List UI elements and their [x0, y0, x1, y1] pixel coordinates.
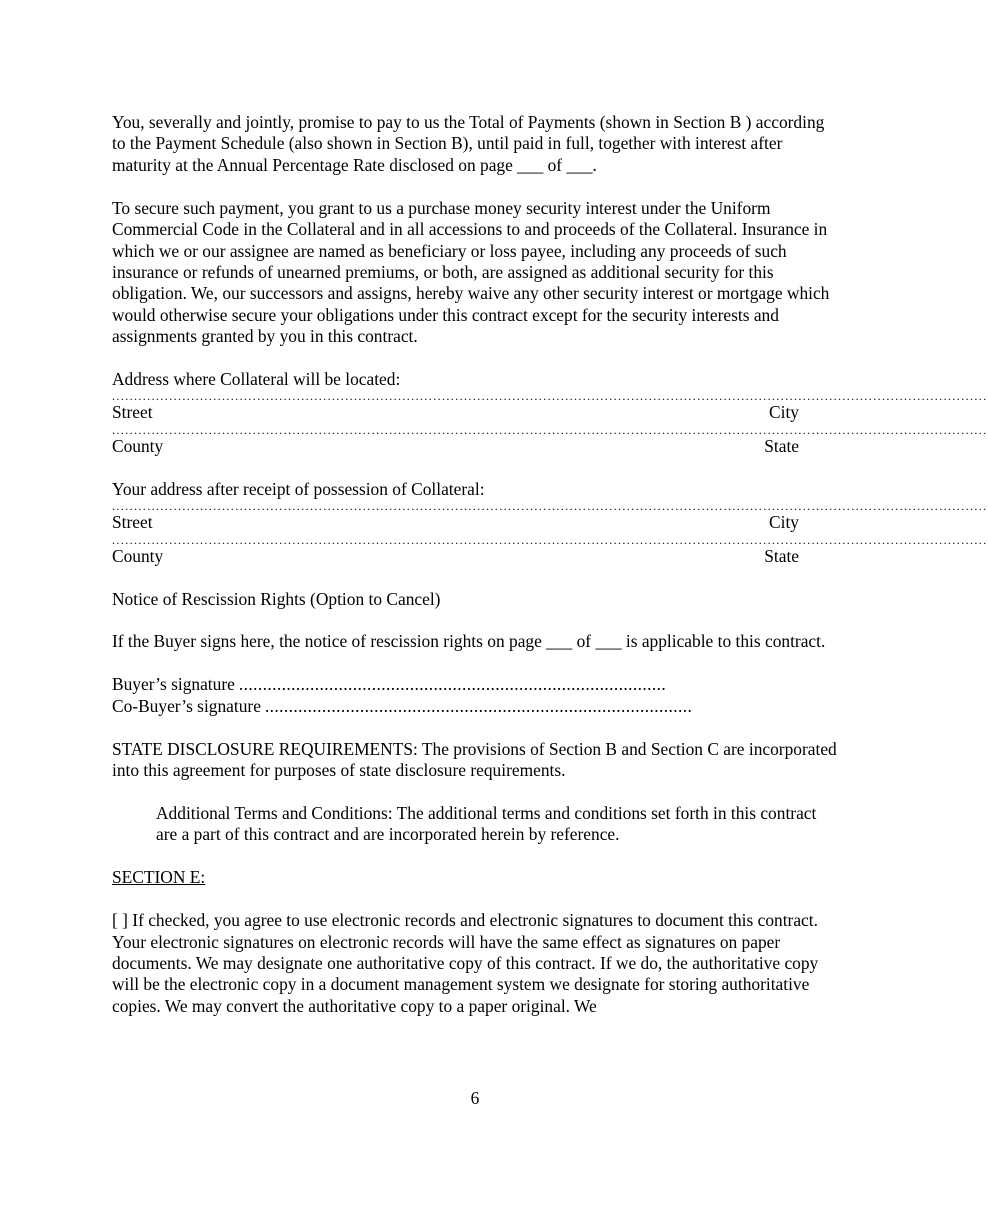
city-label: City	[769, 512, 799, 533]
rescission-text: If the Buyer signs here, the notice of rescission rights on page ___ of ___ is applicable to this contract.	[112, 631, 826, 652]
collateral-address-heading: Address where Collateral will be located:	[112, 369, 401, 390]
section-e-paragraph: [ ] If checked, you agree to use electronic records and electronic signatures to document this contract. Your electronic signatures on electronic records will have the same effect as signatures on paper documents. We may designate one authoritative copy of this contract. If we do, the authoritative copy will be the electronic copy in a document management system we designate for storing authoritative copies. We may convert the authoritative copy to a paper original. We	[112, 910, 819, 1016]
cobuyer-signature-label: Co-Buyer’s signature	[112, 695, 261, 716]
county-label: County	[112, 435, 164, 456]
security-paragraph: To secure such payment, you grant to us a purchase money security interest under the Uniform Commercial Code in the Collateral and in all accessions to and proceeds of the Collateral. Insurance in which we or our assignee are named as beneficiary or loss payee, including any proceeds of such insurance or refunds of unearned premiums, or both, are assigned as additional security for this obligation. We, our successors and assigns, hereby waive any other security interest or mortgage which would otherwise secure your obligations under this contract except for the security interests and assignments granted by you in this contract.	[112, 197, 830, 347]
promise-paragraph: You, severally and jointly, promise to pay to us the Total of Payments (shown in Section B ) according to the Payment Schedule (also shown in Section B), until paid in full, together with interest after maturity at the Annual Percentage Rate disclosed on page ___ of ___.	[112, 112, 825, 175]
cobuyer-signature-line[interactable]: ..........................................................................................	[264, 695, 693, 716]
street-label: Street	[112, 402, 153, 423]
buyer-address-block	[112, 478, 988, 567]
dotted-line: .......................................................................................................................................................................................................	[112, 532, 988, 547]
section-e-heading: SECTION E:	[112, 867, 206, 888]
buyer-address-heading: Your address after receipt of possession of Collateral:	[112, 478, 485, 499]
dotted-line: .......................................................................................................................................................................................................	[112, 422, 988, 437]
page-number: 6	[470, 1088, 480, 1108]
city-label: City	[769, 402, 799, 423]
buyer-signature-line[interactable]: ..........................................................................................	[238, 674, 667, 695]
collateral-address-block	[112, 369, 988, 457]
rescission-heading: Notice of Rescission Rights (Option to Cancel)	[112, 588, 441, 609]
buyer-signature-label: Buyer’s signature	[112, 674, 235, 695]
dotted-line: .......................................................................................................................................................................................................	[112, 499, 988, 514]
state-disclosure-paragraph: STATE DISCLOSURE REQUIREMENTS: The provisions of Section B and Section C are incorporated into this agreement for purposes of state disclosure requirements.	[112, 738, 837, 781]
county-label: County	[112, 545, 164, 566]
street-label: Street	[112, 512, 153, 533]
additional-terms-paragraph: Additional Terms and Conditions: The additional terms and conditions set forth in this contract are a part of this contract and are incorporated herein by reference.	[156, 802, 817, 845]
signature-block	[112, 674, 839, 717]
document-page	[112, 112, 988, 1017]
state-label: State	[764, 545, 799, 566]
state-label: State	[764, 435, 799, 456]
dotted-line: .......................................................................................................................................................................................................	[112, 389, 988, 404]
